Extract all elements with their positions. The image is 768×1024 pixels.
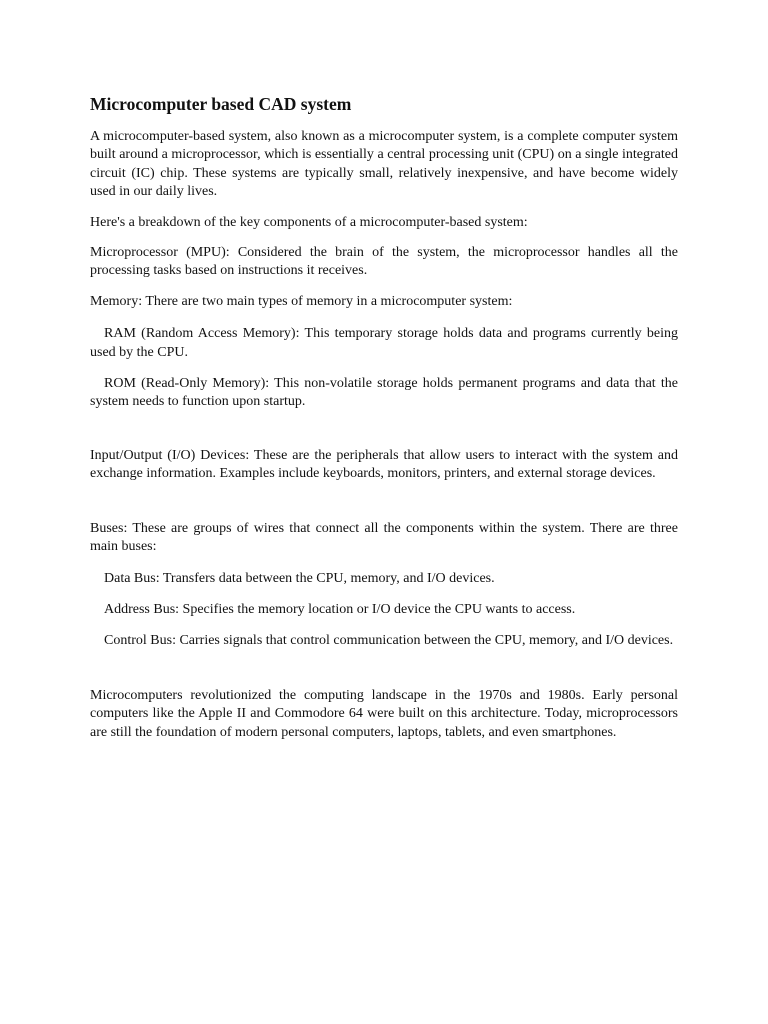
data-bus-paragraph: Data Bus: Transfers data between the CPU, memory, and I/O devices. bbox=[104, 570, 495, 586]
breakdown-intro-paragraph: Here's a breakdown of the key components of a microcomputer-based system: bbox=[90, 214, 528, 230]
ram-paragraph: RAM (Random Access Memory): This temporary storage holds data and programs currently being used by the CPU. bbox=[90, 326, 678, 360]
control-bus-paragraph: Control Bus: Carries signals that control communication between the CPU, memory, and I/O devices. bbox=[104, 633, 674, 649]
io-devices-paragraph: Input/Output (I/O) Devices: These are the peripherals that allow users to interact with the system and exchange information. Examples include keyboards, monitors, printers, and external storage devices. bbox=[90, 447, 678, 482]
document-title: Microcomputer based CAD system bbox=[90, 94, 352, 114]
rom-paragraph: ROM (Read-Only Memory): This non-volatile storage holds permanent programs and data that the system needs to function upon startup. bbox=[90, 376, 678, 410]
microprocessor-paragraph: Microprocessor (MPU): Considered the brain of the system, the microprocessor handles all the processing tasks based on instructions it receives. bbox=[90, 245, 678, 279]
intro-paragraph: A microcomputer-based system, also known as a microcomputer system, is a complete computer system built around a microprocessor, which is essentially a central processing unit (CPU) on a single integrated circuit (IC) chip. These systems are typically small, relatively inexpensive, and have become widely used in our daily lives. bbox=[90, 129, 678, 200]
memory-paragraph: Memory: There are two main types of memory in a microcomputer system: bbox=[90, 293, 513, 309]
document-body bbox=[90, 93, 678, 742]
buses-paragraph: Buses: These are groups of wires that connect all the components within the system. There are three main buses: bbox=[90, 520, 678, 555]
address-bus-paragraph: Address Bus: Specifies the memory location or I/O device the CPU wants to access. bbox=[104, 601, 576, 617]
history-paragraph: Microcomputers revolutionized the computing landscape in the 1970s and 1980s. Early personal computers like the Apple II and Commodore 64 were built on this architecture. Today, microprocessors are still the foundation of modern personal computers, laptops, tablets, and even smartphones. bbox=[90, 687, 678, 740]
